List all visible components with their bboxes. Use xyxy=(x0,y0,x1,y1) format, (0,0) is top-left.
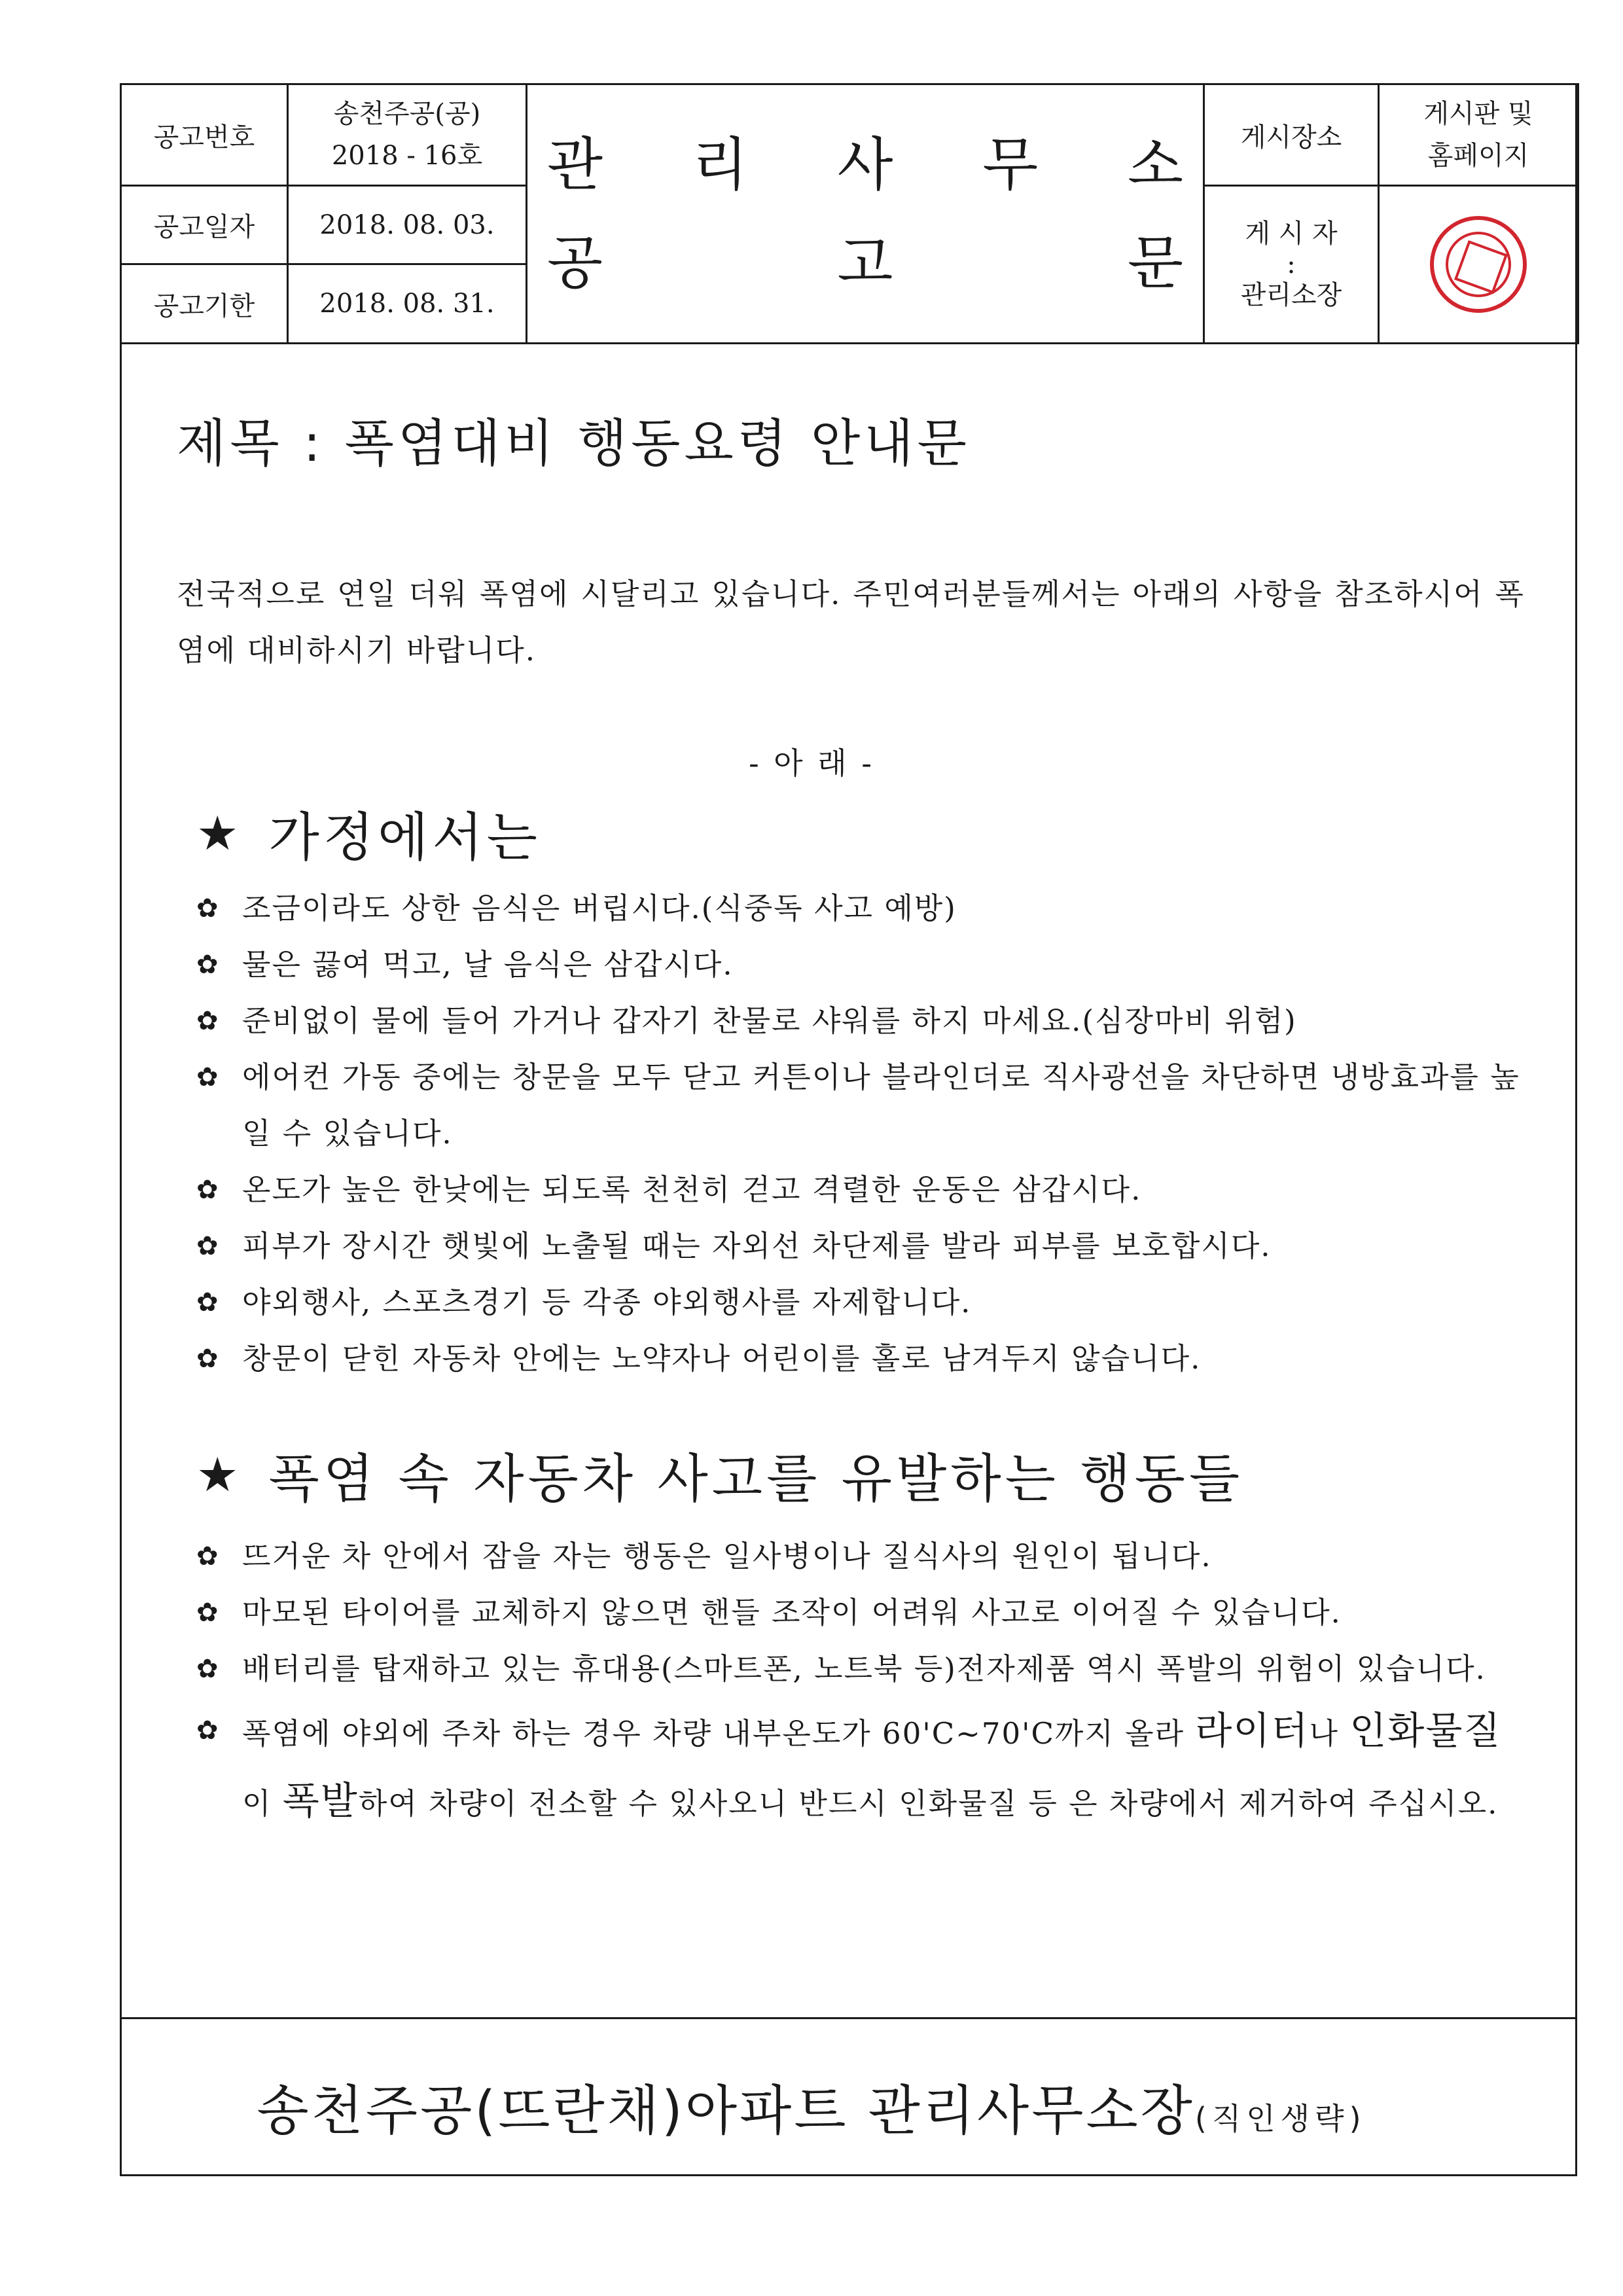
title-row-1: 관 리 사 무 소 xyxy=(547,130,1183,198)
stamp-cell xyxy=(1379,186,1578,344)
flower-bullet-icon: ✿ xyxy=(196,1062,220,1092)
footer-seal-omitted: (직인생략) xyxy=(1194,2101,1366,2136)
notice-deadline-value: 2018. 08. 31. xyxy=(288,264,527,344)
intro-paragraph: 전국적으로 연일 더워 폭염에 시달리고 있습니다. 주민여러분들께서는 아래의 사항을 참조하시어 폭염에 대비하시기 바랍니다. xyxy=(177,577,1525,668)
notice-header-table xyxy=(120,83,1579,344)
footer-divider xyxy=(120,2017,1577,2019)
star-icon: ★ xyxy=(196,805,243,861)
official-seal-icon xyxy=(1430,216,1527,313)
section-car-heading xyxy=(196,1437,1243,1512)
notice-no-line2: 2018 - 16호 xyxy=(331,141,483,171)
poster-colon: : xyxy=(1287,249,1296,279)
notice-no-label: 공고번호 xyxy=(121,84,288,186)
poster-cell xyxy=(1204,186,1379,344)
list-item: ✿ 준비없이 물에 들어 가거나 갑자기 찬물로 샤워를 하지 마세요.(심장마비 위험) xyxy=(196,993,1525,1049)
notice-big-title xyxy=(527,84,1204,344)
flower-bullet-icon: ✿ xyxy=(196,1175,220,1205)
section-car-list xyxy=(196,1528,1525,1837)
notice-date-label: 공고일자 xyxy=(121,186,288,264)
list-item: ✿ 에어컨 가동 중에는 창문을 모두 닫고 커튼이나 블라인더로 직사광선을 차단하면 냉방효과를 높일 수 있습니다. xyxy=(196,1049,1525,1162)
list-item: ✿ 마모된 타이어를 교체하지 않으면 핸들 조작이 어려워 사고로 이어질 수 있습니다. xyxy=(196,1585,1525,1641)
list-item: ✿ 온도가 높은 한낮에는 되도록 천천히 걷고 격렬한 운동은 삼갑시다. xyxy=(196,1162,1525,1218)
section-car-title: 폭염 속 자동차 사고를 유발하는 행동들 xyxy=(268,1448,1244,1509)
title-row-2: 공 고 문 xyxy=(547,228,1183,296)
notice-date-value: 2018. 08. 03. xyxy=(288,186,527,264)
list-item: ✿ 배터리를 탑재하고 있는 휴대용(스마트폰, 노트북 등)전자제품 역시 폭발의 위험이 있습니다. xyxy=(196,1641,1525,1697)
list-item: ✿ 창문이 닫힌 자동차 안에는 노약자나 어린이를 홀로 남겨두지 않습니다. xyxy=(196,1331,1525,1387)
flower-bullet-icon: ✿ xyxy=(196,1541,220,1571)
list-item: ✿ 피부가 장시간 햇빛에 노출될 때는 자외선 차단제를 발라 피부를 보호합시다. xyxy=(196,1218,1525,1274)
flower-bullet-icon: ✿ xyxy=(196,1006,220,1036)
notice-no-value xyxy=(288,84,527,186)
flower-bullet-icon: ✿ xyxy=(196,1598,220,1628)
section-home-heading xyxy=(196,795,541,870)
list-item: ✿ 조금이라도 상한 음식은 버립시다.(식중독 사고 예방) xyxy=(196,880,1525,937)
flower-bullet-icon: ✿ xyxy=(196,950,220,980)
flower-bullet-icon: ✿ xyxy=(196,1231,220,1261)
below-marker: - 아 래 - xyxy=(749,745,874,781)
flower-bullet-icon: ✿ xyxy=(196,1287,220,1318)
star-icon: ★ xyxy=(196,1446,243,1502)
post-place-value: 게시판 및 홈페이지 xyxy=(1379,84,1578,186)
footer-office-name: 송천주공(뜨란채)아파트 관리사무소장 xyxy=(257,2080,1195,2142)
list-item: ✿ 물은 끓여 먹고, 날 음식은 삼갑시다. xyxy=(196,937,1525,993)
notice-no-line1: 송천주공(공) xyxy=(333,99,481,129)
notice-subject: 제목 : 폭염대비 행동요령 안내문 xyxy=(177,414,971,473)
footer-signature xyxy=(0,2068,1623,2145)
flower-bullet-icon: ✿ xyxy=(196,1715,220,1746)
list-item: ✿ 뜨거운 차 안에서 잠을 자는 행동은 일사병이나 질식사의 원인이 됩니다. xyxy=(196,1528,1525,1585)
poster-value: 관리소장 xyxy=(1240,280,1342,310)
list-item xyxy=(196,1697,1525,1837)
list-item-text: 폭염에 야외에 주차 하는 경우 차량 내부온도가 60'C~70'C까지 올라 라이터나 인화물질이 폭발하여 차량이 전소할 수 있사오니 반드시 인화물질 등 은 차량에서 제거하여 주십시오. xyxy=(242,1708,1502,1823)
flower-bullet-icon: ✿ xyxy=(196,893,220,924)
section-home-list xyxy=(196,880,1525,1387)
flower-bullet-icon: ✿ xyxy=(196,1654,220,1684)
section-home-title: 가정에서는 xyxy=(268,807,541,868)
flower-bullet-icon: ✿ xyxy=(196,1344,220,1374)
post-place-label: 게시장소 xyxy=(1204,84,1379,186)
list-item: ✿ 야외행사, 스포츠경기 등 각종 야외행사를 자제합니다. xyxy=(196,1274,1525,1331)
notice-deadline-label: 공고기한 xyxy=(121,264,288,344)
poster-label: 게 시 자 xyxy=(1245,219,1338,249)
